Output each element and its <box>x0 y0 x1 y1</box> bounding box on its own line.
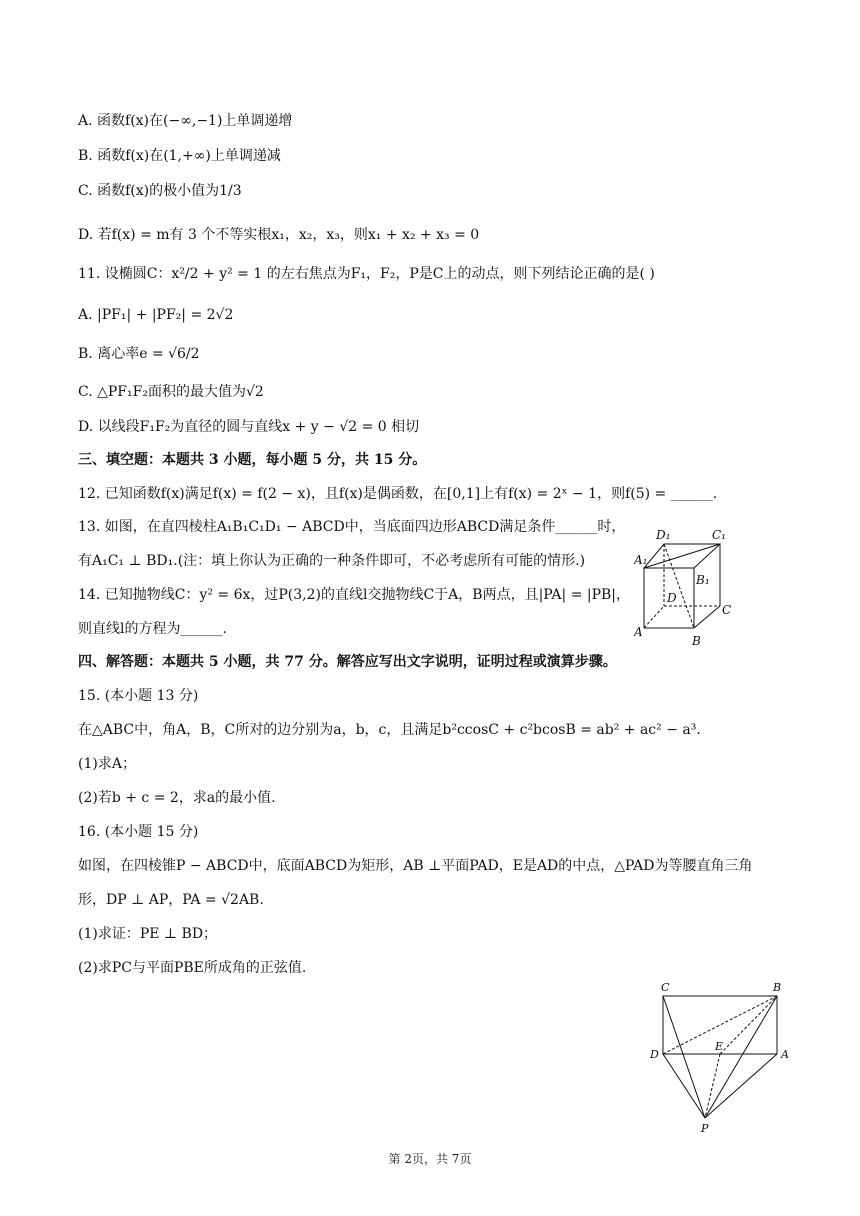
pyramid-pe <box>705 1054 720 1118</box>
option-11d: D. 以线段F₁F₂为直径的圆与直线x + y − √2 = 0 相切 <box>78 419 420 435</box>
label-b: B <box>692 634 701 648</box>
label-c: C <box>722 603 732 617</box>
question-15-part1: (1)求A； <box>78 756 136 772</box>
label-a: A <box>781 1048 789 1061</box>
label-c1: C₁ <box>712 528 726 542</box>
question-16-header: 16. (本小题 15 分) <box>78 824 199 840</box>
label-e: E <box>715 1040 724 1053</box>
question-15-part2: (2)若b + c = 2，求a的最小值. <box>78 790 276 806</box>
pyramid-pa <box>705 1054 777 1118</box>
option-10c: C. 函数f(x)的极小值为1/3 <box>78 183 242 199</box>
label-b: B <box>773 981 782 994</box>
label-c: C <box>661 981 670 994</box>
question-13-line1: 13. 如图，在直四棱柱A₁B₁C₁D₁ − ABCD中，当底面四边形ABCD满足条件______时， <box>78 519 626 535</box>
option-10d: D. 若f(x) = m有 3 个不等实根x₁，x₂，x₃，则x₁ + x₂ + x₃ = 0 <box>78 227 480 243</box>
option-11b: B. 离心率e = √6/2 <box>78 346 200 362</box>
option-11a: A. |PF₁| + |PF₂| = 2√2 <box>78 307 234 323</box>
question-16-text-line2: 形，DP ⊥ AP，PA = √2AB. <box>78 892 264 908</box>
question-13-line2: 有A₁C₁ ⊥ BD₁.(注：填上你认为正确的一种条件即可，不必考虑所有可能的情形.) <box>78 553 586 569</box>
prism-a1c1 <box>644 544 720 568</box>
option-10b: B. 函数f(x)在(1,+∞)上单调递减 <box>78 148 281 164</box>
pyramid-eb <box>720 996 777 1054</box>
question-16-text-line1: 如图，在四棱锥P − ABCD中，底面ABCD为矩形，AB ⊥平面PAD，E是AD的中点，△PAD为等腰直角三角 <box>78 858 753 874</box>
prism-edge-bc <box>694 606 720 628</box>
label-d1: D₁ <box>656 528 671 542</box>
pyramid-figure <box>645 978 795 1138</box>
pyramid-pd <box>663 1054 705 1118</box>
pyramid-pc <box>663 996 705 1118</box>
label-d: D <box>650 1048 659 1061</box>
question-14-line1: 14. 已知抛物线C：y² = 6x，过P(3,2)的直线l交抛物线C于A，B两点，且|PA| = |PB|， <box>78 587 631 603</box>
question-11: 11. 设椭圆C：x²/2 + y² = 1 的左右焦点为F₁，F₂，P是C上的动点，则下列结论正确的是( ) <box>78 266 655 282</box>
question-14-line2: 则直线l的方程为______. <box>78 621 227 637</box>
question-15-header: 15. (本小题 13 分) <box>78 688 199 704</box>
section-4-heading: 四、解答题：本题共 5 小题，共 77 分。解答应写出文字说明，证明过程或演算步骤。 <box>78 654 617 670</box>
question-15-text: 在△ABC中，角A，B，C所对的边分别为a，b，c，且满足b²ccosC + c²bcosB = ab² + ac² − a³. <box>78 722 701 738</box>
page-footer: 第 2页，共 7页 <box>388 1152 472 1166</box>
label-d: D <box>667 591 677 605</box>
prism-figure <box>634 528 734 653</box>
question-12: 12. 已知函数f(x)满足f(x) = f(2 − x)，且f(x)是偶函数，在[0,1]上有f(x) = 2ˣ − 1，则f(5) = ______. <box>78 486 718 502</box>
label-a1: A₁ <box>634 553 648 567</box>
label-p: P <box>701 1122 709 1135</box>
option-10a: A. 函数f(x)在(−∞,−1)上单调递增 <box>78 113 293 129</box>
prism-edge-ad <box>644 606 664 628</box>
question-16-part1: (1)求证：PE ⊥ BD； <box>78 926 218 942</box>
question-16-part2: (2)求PC与平面PBE所成角的正弦值. <box>78 960 307 976</box>
label-b1: B₁ <box>696 573 710 587</box>
option-11c: C. △PF₁F₂面积的最大值为√2 <box>78 384 264 400</box>
section-3-heading: 三、填空题：本题共 3 小题，每小题 5 分，共 15 分。 <box>78 452 427 468</box>
label-a: A <box>634 625 643 639</box>
